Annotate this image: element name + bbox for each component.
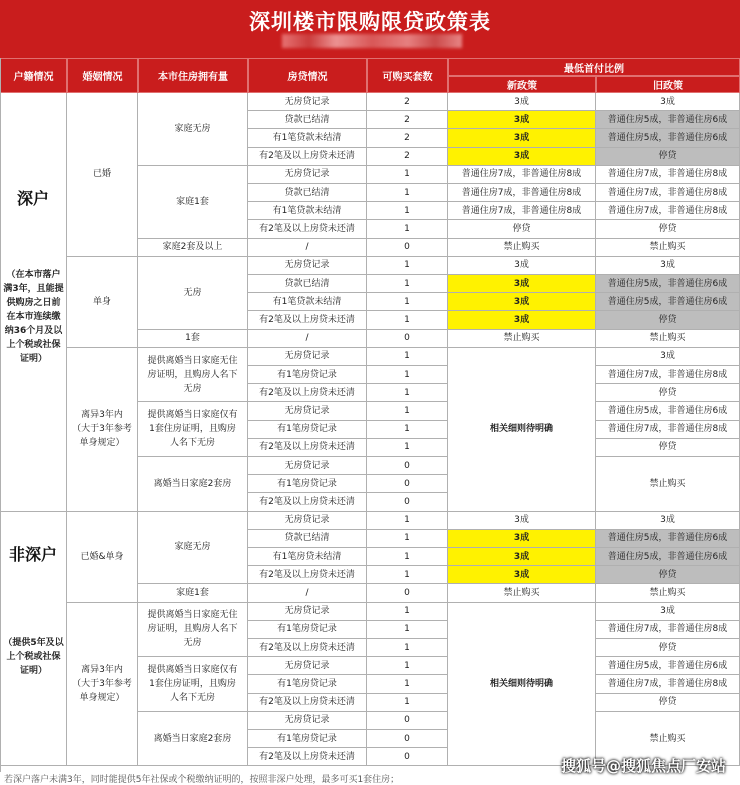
loan-cell: 有2笔及以上房贷未还清	[248, 311, 367, 329]
jiu-cell: 普通住房7成，非普通住房8成	[596, 621, 740, 639]
hunyin-yihun-danshen: 已婚&单身	[67, 512, 138, 603]
count-cell: 1	[367, 694, 448, 712]
yongyou-jt1-2: 家庭1套	[138, 584, 248, 602]
xin-cell: 普通住房7成，非普通住房8成	[448, 184, 596, 202]
header-fangdai: 房贷情况	[248, 58, 367, 93]
xin-cell: 3成	[448, 566, 596, 584]
header-taoshu: 可购买套数	[367, 58, 448, 93]
count-cell: 1	[367, 366, 448, 384]
loan-cell: 有2笔及以上房贷未还清	[248, 148, 367, 166]
hunyin-lihun-2: 离异3年内 （大于3年参考 单身规定）	[67, 603, 138, 767]
jiu-cell: 普通住房5成，非普通住房6成	[596, 402, 740, 420]
jiu-cell: 停贷	[596, 694, 740, 712]
header-jiu: 旧政策	[596, 76, 740, 93]
count-cell: 1	[367, 275, 448, 293]
xin-xiangguan-2: 相关细则待明确	[448, 603, 596, 767]
loan-cell: 有2笔及以上房贷未还清	[248, 566, 367, 584]
loan-cell: 无房贷记录	[248, 512, 367, 530]
loan-cell: 无房贷记录	[248, 257, 367, 275]
count-cell: 1	[367, 384, 448, 402]
count-cell: 2	[367, 93, 448, 111]
jiu-cell: 普通住房5成，非普通住房6成	[596, 548, 740, 566]
count-cell: 2	[367, 148, 448, 166]
loan-cell: 有1笔房贷未结清	[248, 548, 367, 566]
loan-cell: 贷款已结清	[248, 530, 367, 548]
jiu-cell: 普通住房5成，非普通住房6成	[596, 275, 740, 293]
loan-cell: 有1笔贷款未结清	[248, 293, 367, 311]
jiu-cell: 3成	[596, 512, 740, 530]
jiu-cell: 禁止购买	[596, 239, 740, 257]
loan-cell: /	[248, 239, 367, 257]
yongyou-1tao: 1套	[138, 330, 248, 348]
loan-cell: 有1笔房贷记录	[248, 366, 367, 384]
count-cell: 0	[367, 493, 448, 511]
jiu-cell: 3成	[596, 257, 740, 275]
xin-cell: 3成	[448, 293, 596, 311]
loan-cell: 无房贷记录	[248, 348, 367, 366]
xin-cell: 3成	[448, 530, 596, 548]
jiu-cell: 普通住房5成，非普通住房6成	[596, 111, 740, 129]
yongyou-lihun-2tao: 离婚当日家庭2套房	[138, 457, 248, 512]
loan-cell: 无房贷记录	[248, 657, 367, 675]
loan-cell: /	[248, 330, 367, 348]
loan-cell: 有2笔及以上房贷未还清	[248, 639, 367, 657]
count-cell: 1	[367, 202, 448, 220]
jiu-cell: 3成	[596, 603, 740, 621]
count-cell: 1	[367, 512, 448, 530]
xin-cell: 3成	[448, 311, 596, 329]
loan-cell: 有2笔及以上房贷未还清	[248, 439, 367, 457]
jiu-cell: 停贷	[596, 566, 740, 584]
yongyou-lihun-wf: 提供离婚当日家庭无住 房证明，且购房人名下 无房	[138, 348, 248, 403]
xin-xiangguan-1: 相关细则待明确	[448, 348, 596, 512]
footnote: 若深户落户未满3年，同时能提供5年社保或个税缴纳证明的，按照非深户处理，最多可买1套住房；	[4, 775, 400, 785]
jiu-cell: 3成	[596, 93, 740, 111]
loan-cell: 有2笔及以上房贷未还清	[248, 694, 367, 712]
header-yongyou: 本市住房拥有量	[138, 58, 248, 93]
jiu-cell: 普通住房5成，非普通住房6成	[596, 129, 740, 147]
count-cell: 1	[367, 257, 448, 275]
header-xin: 新政策	[448, 76, 596, 93]
yongyou-lihun-1tao: 提供离婚当日家庭仅有 1套住房证明，且购房 人名下无房	[138, 402, 248, 457]
xin-cell: 3成	[448, 93, 596, 111]
loan-cell: 无房贷记录	[248, 402, 367, 420]
jiu-cell: 停贷	[596, 384, 740, 402]
count-cell: 1	[367, 439, 448, 457]
count-cell: 0	[367, 475, 448, 493]
jiu-cell: 普通住房7成，非普通住房8成	[596, 675, 740, 693]
yongyou-lihun-2tao-2: 离婚当日家庭2套房	[138, 712, 248, 767]
loan-cell: 有1笔贷款未结清	[248, 129, 367, 147]
yongyou-lihun-wf-2: 提供离婚当日家庭无住 房证明，且购房人名下 无房	[138, 603, 248, 658]
jiu-cell: 停贷	[596, 311, 740, 329]
count-cell: 1	[367, 548, 448, 566]
count-cell: 1	[367, 530, 448, 548]
hunyin-lihun: 离异3年内 （大于3年参考 单身规定）	[67, 348, 138, 512]
count-cell: 1	[367, 293, 448, 311]
xin-cell: 3成	[448, 257, 596, 275]
loan-cell: 贷款已结清	[248, 111, 367, 129]
hunyin-danshen: 单身	[67, 257, 138, 348]
huji-shenhu: 深户	[0, 93, 67, 512]
loan-cell: 无房贷记录	[248, 603, 367, 621]
loan-cell: 无房贷记录	[248, 457, 367, 475]
xin-cell: 3成	[448, 512, 596, 530]
yongyou-jtwf: 家庭无房	[138, 93, 248, 166]
loan-cell: 有2笔及以上房贷未还清	[248, 748, 367, 766]
xin-cell: 3成	[448, 548, 596, 566]
loan-cell: 有1笔房贷记录	[248, 621, 367, 639]
header-hunyin: 婚姻情况	[67, 58, 138, 93]
loan-cell: 有1笔房贷记录	[248, 421, 367, 439]
jiu-cell: 普通住房7成，非普通住房8成	[596, 366, 740, 384]
loan-cell: 有2笔及以上房贷未还清	[248, 493, 367, 511]
jiu-jinzhi-1: 禁止购买	[596, 457, 740, 512]
loan-cell: 有1笔贷款未结清	[248, 202, 367, 220]
huji-note-feishenhu: （提供5年及以 上个税或社保 证明）	[3, 638, 64, 676]
loan-cell: 有1笔房贷记录	[248, 475, 367, 493]
jiu-cell: 禁止购买	[596, 330, 740, 348]
xin-cell: 普通住房7成，非普通住房8成	[448, 202, 596, 220]
jiu-cell: 普通住房7成，非普通住房8成	[596, 202, 740, 220]
xin-cell: 3成	[448, 275, 596, 293]
jiu-cell: 普通住房7成，非普通住房8成	[596, 166, 740, 184]
count-cell: 0	[367, 239, 448, 257]
count-cell: 1	[367, 184, 448, 202]
count-cell: 1	[367, 639, 448, 657]
loan-cell: 有1笔房贷记录	[248, 730, 367, 748]
jiu-cell: 3成	[596, 348, 740, 366]
count-cell: 1	[367, 566, 448, 584]
jiu-cell: 停贷	[596, 639, 740, 657]
yongyou-lihun-1tao-2: 提供离婚当日家庭仅有 1套住房证明，且购房 人名下无房	[138, 657, 248, 712]
jiu-cell: 普通住房5成，非普通住房6成	[596, 293, 740, 311]
header-huji: 户籍情况	[0, 58, 67, 93]
count-cell: 0	[367, 584, 448, 602]
yongyou-jtwf-2: 家庭无房	[138, 512, 248, 585]
count-cell: 1	[367, 621, 448, 639]
loan-cell: 贷款已结清	[248, 275, 367, 293]
jiu-cell: 禁止购买	[596, 584, 740, 602]
count-cell: 0	[367, 457, 448, 475]
count-cell: 1	[367, 421, 448, 439]
jiu-cell: 普通住房7成，非普通住房8成	[596, 421, 740, 439]
huji-feishenhu: 非深户	[0, 512, 67, 767]
page-title: 深圳楼市限购限贷政策表	[249, 10, 491, 34]
count-cell: 1	[367, 220, 448, 238]
loan-cell: 无房贷记录	[248, 712, 367, 730]
count-cell: 2	[367, 111, 448, 129]
loan-cell: /	[248, 584, 367, 602]
jiu-cell: 普通住房5成，非普通住房6成	[596, 657, 740, 675]
count-cell: 1	[367, 657, 448, 675]
yongyou-wf: 无房	[138, 257, 248, 330]
xin-cell: 3成	[448, 111, 596, 129]
loan-cell: 有1笔房贷记录	[248, 675, 367, 693]
count-cell: 1	[367, 348, 448, 366]
blurred-subtitle	[282, 34, 462, 48]
xin-cell: 禁止购买	[448, 330, 596, 348]
yongyou-jt1: 家庭1套	[138, 166, 248, 239]
xin-cell: 3成	[448, 129, 596, 147]
loan-cell: 有2笔及以上房贷未还清	[248, 220, 367, 238]
xin-cell: 禁止购买	[448, 239, 596, 257]
xin-cell: 停贷	[448, 220, 596, 238]
count-cell: 0	[367, 330, 448, 348]
hunyin-yihun: 已婚	[67, 93, 138, 257]
loan-cell: 贷款已结清	[248, 184, 367, 202]
count-cell: 1	[367, 402, 448, 420]
jiu-cell: 停贷	[596, 148, 740, 166]
jiu-cell: 普通住房7成，非普通住房8成	[596, 184, 740, 202]
yongyou-jt2: 家庭2套及以上	[138, 239, 248, 257]
count-cell: 1	[367, 166, 448, 184]
loan-cell: 有2笔及以上房贷未还清	[248, 384, 367, 402]
count-cell: 1	[367, 675, 448, 693]
count-cell: 0	[367, 730, 448, 748]
count-cell: 1	[367, 603, 448, 621]
count-cell: 0	[367, 748, 448, 766]
loan-cell: 无房贷记录	[248, 93, 367, 111]
xin-cell: 禁止购买	[448, 584, 596, 602]
jiu-jinzhi-2: 禁止购买	[596, 712, 740, 767]
jiu-cell: 停贷	[596, 220, 740, 238]
huji-note-shenhu: （在本市落户 满3年，且能提 供购房之日前 在本市连续缴 纳36个月及以 上个税或社保 证明）	[3, 270, 64, 364]
count-cell: 0	[367, 712, 448, 730]
header-bili: 最低首付比例	[448, 58, 740, 76]
xin-cell: 普通住房7成，非普通住房8成	[448, 166, 596, 184]
xin-cell: 3成	[448, 148, 596, 166]
count-cell: 2	[367, 129, 448, 147]
jiu-cell: 普通住房5成，非普通住房6成	[596, 530, 740, 548]
jiu-cell: 停贷	[596, 439, 740, 457]
watermark: 搜狐号@搜狐焦点厂安站	[560, 757, 726, 775]
loan-cell: 无房贷记录	[248, 166, 367, 184]
count-cell: 1	[367, 311, 448, 329]
